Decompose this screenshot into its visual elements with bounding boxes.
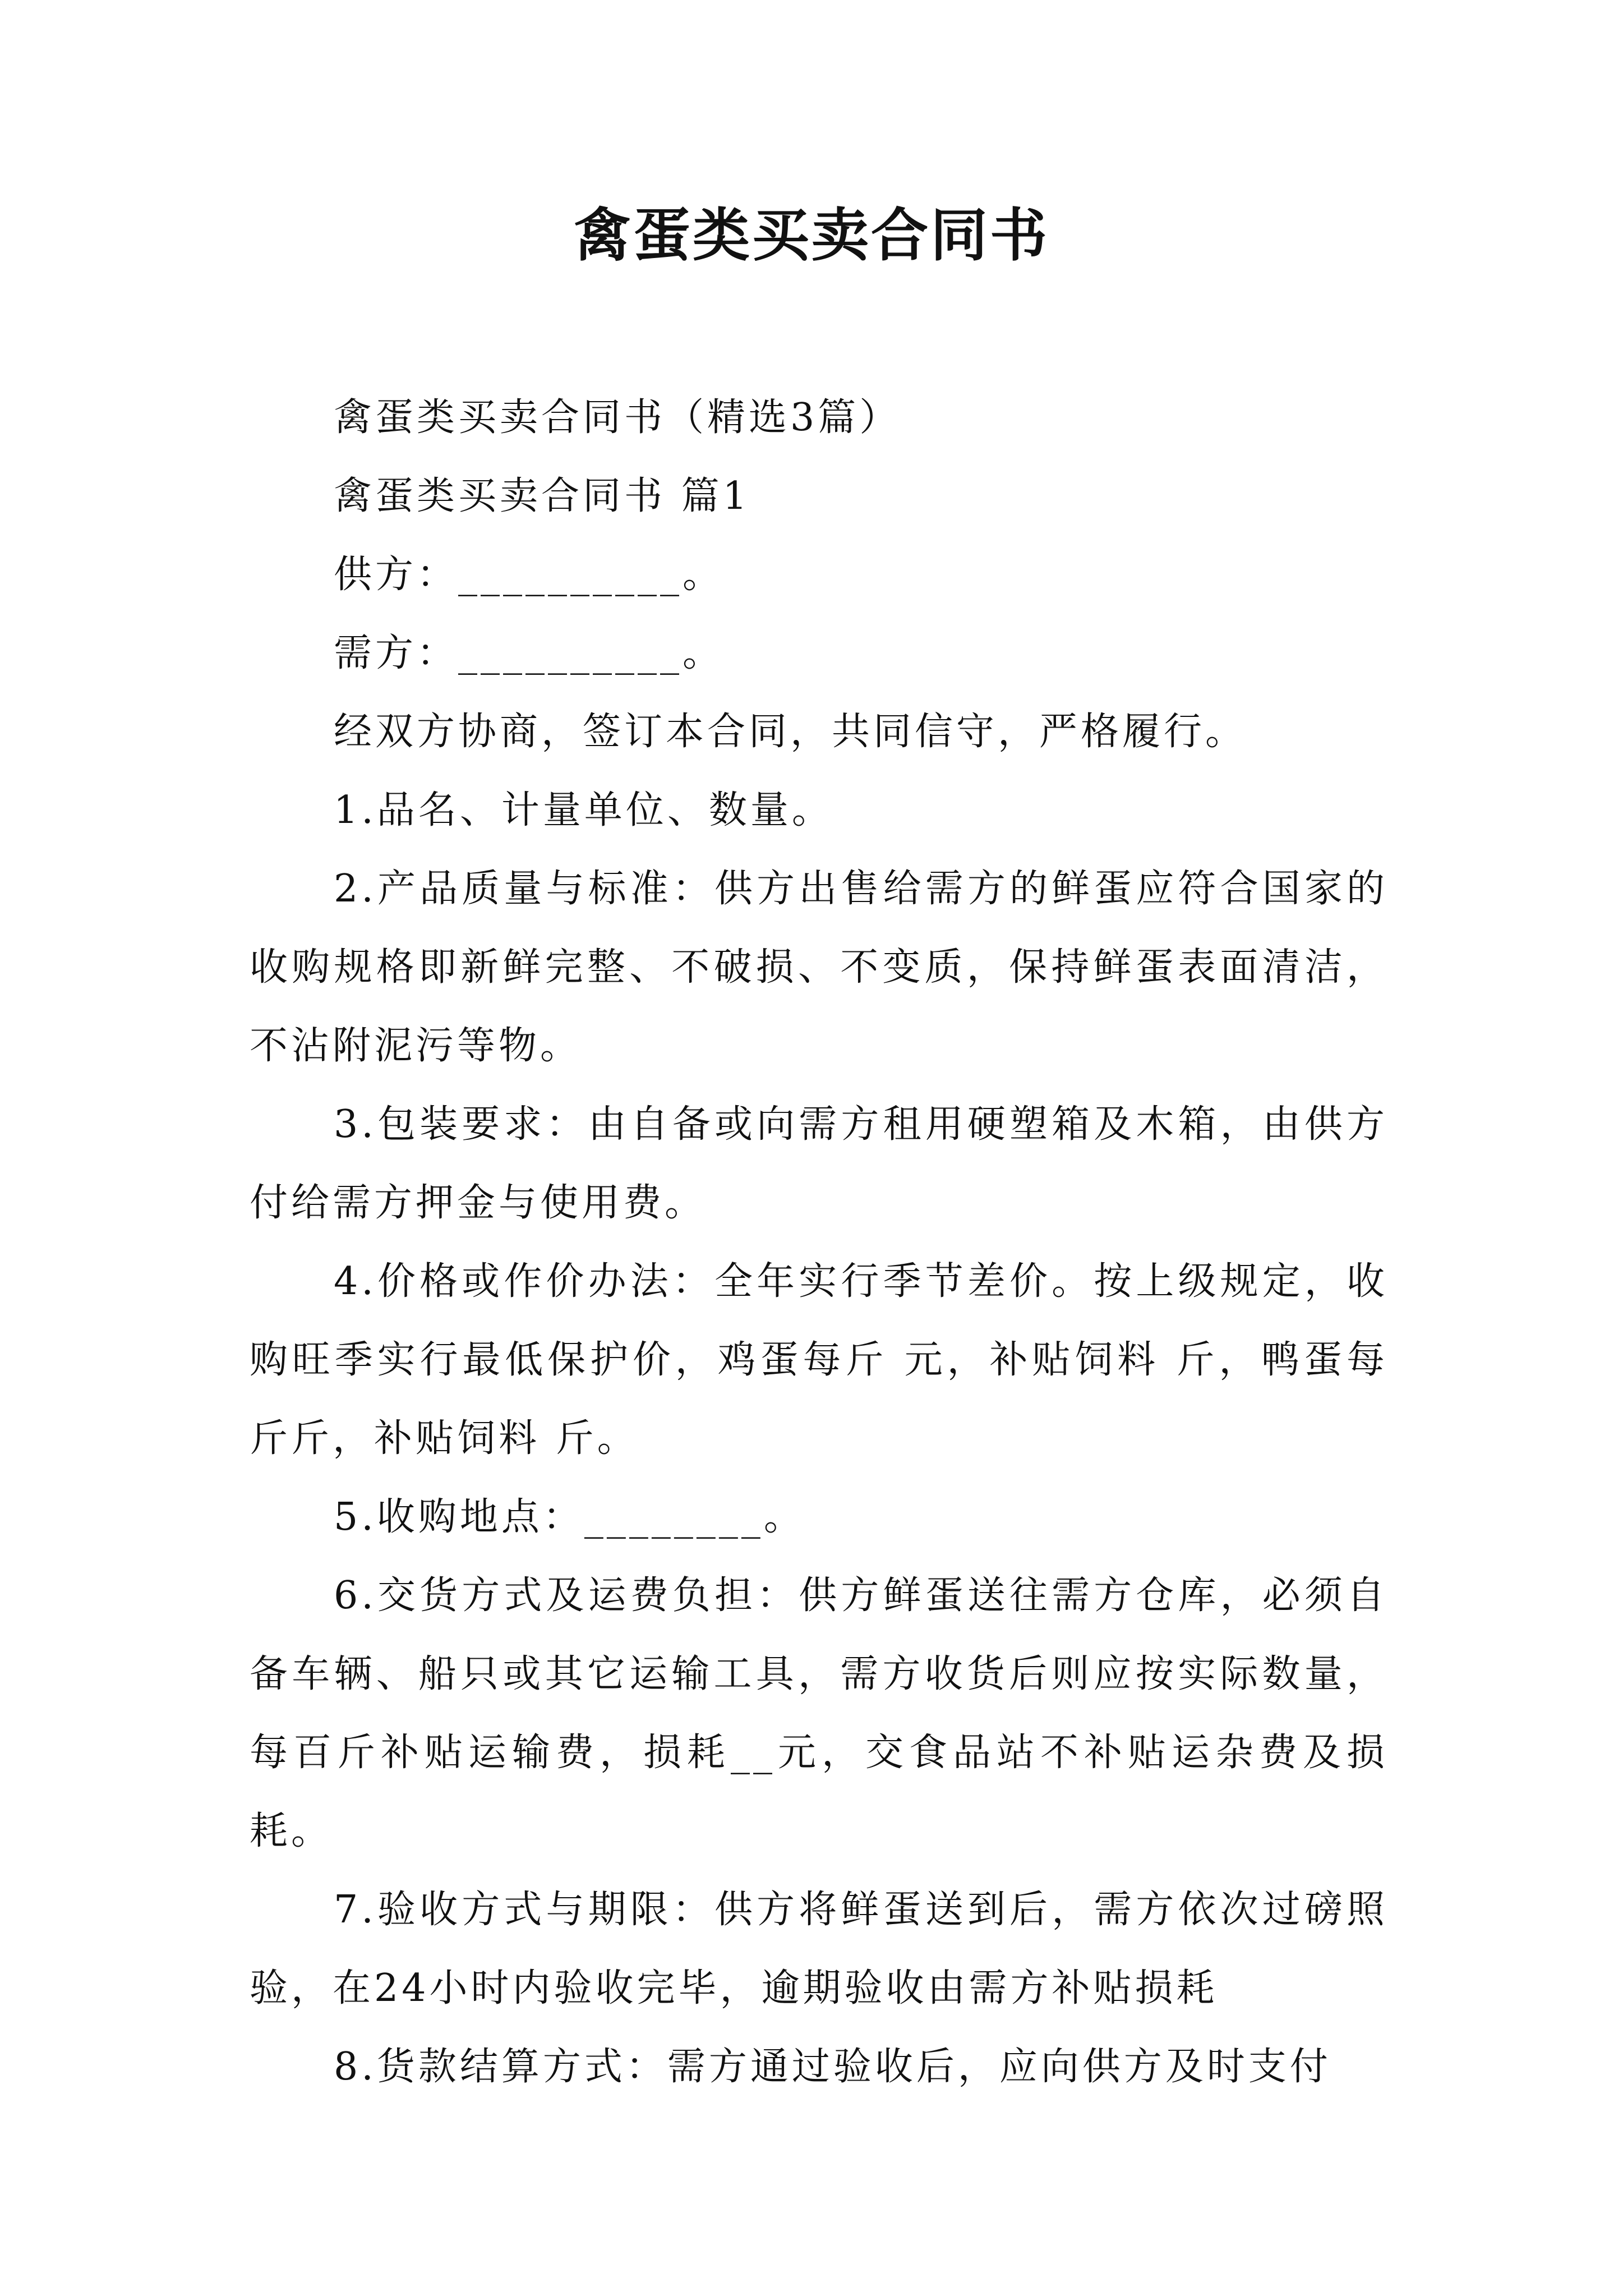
- paragraph-clause-2: 2.产品质量与标准：供方出售给需方的鲜蛋应符合国家的收购规格即新鲜完整、不破损、不变质，保持鲜蛋表面清洁，不沾附泥污等物。: [250, 867, 1388, 1068]
- paragraph-clause-7: 7.验收方式与期限：供方将鲜蛋送到后，需方依次过磅照验，在24小时内验收完毕，逾期验收由需方补贴损耗: [250, 1888, 1388, 2010]
- paragraph-buyer: 需方：__________。: [334, 631, 725, 675]
- paragraph-clause-8: 8.货款结算方式：需方通过验收后，应向供方及时支付: [334, 2045, 1331, 2089]
- document-body: [250, 379, 1388, 2106]
- paragraph-clause-3: 3.包装要求：由自备或向需方租用硬塑箱及木箱，由供方付给需方押金与使用费。: [250, 1102, 1388, 1225]
- paragraph-supplier: 供方：__________。: [334, 553, 725, 597]
- paragraph-subtitle: 禽蛋类买卖合同书（精选3篇）: [334, 395, 901, 440]
- paragraph-clause-6: 6.交货方式及运费负担：供方鲜蛋送往需方仓库，必须自备车辆、船只或其它运输工具，需方收货后则应按实际数量，每百斤补贴运输费，损耗__元，交食品站不补贴运杂费及损耗。: [250, 1573, 1388, 1853]
- paragraph-clause-1: 1.品名、计量单位、数量。: [334, 788, 833, 832]
- paragraph-clause-5: 5.收购地点：________。: [334, 1495, 805, 1539]
- paragraph-section-heading: 禽蛋类买卖合同书 篇1: [334, 474, 750, 518]
- page-title: 禽蛋类买卖合同书: [574, 202, 1049, 269]
- paragraph-agreement: 经双方协商，签订本合同，共同信守，严格履行。: [334, 710, 1247, 754]
- paragraph-clause-4: 4.价格或作价办法：全年实行季节差价。按上级规定，收购旺季实行最低保护价，鸡蛋每斤 元，补贴饲料 斤，鸭蛋每 斤斤，补贴饲料 斤。: [250, 1259, 1388, 1461]
